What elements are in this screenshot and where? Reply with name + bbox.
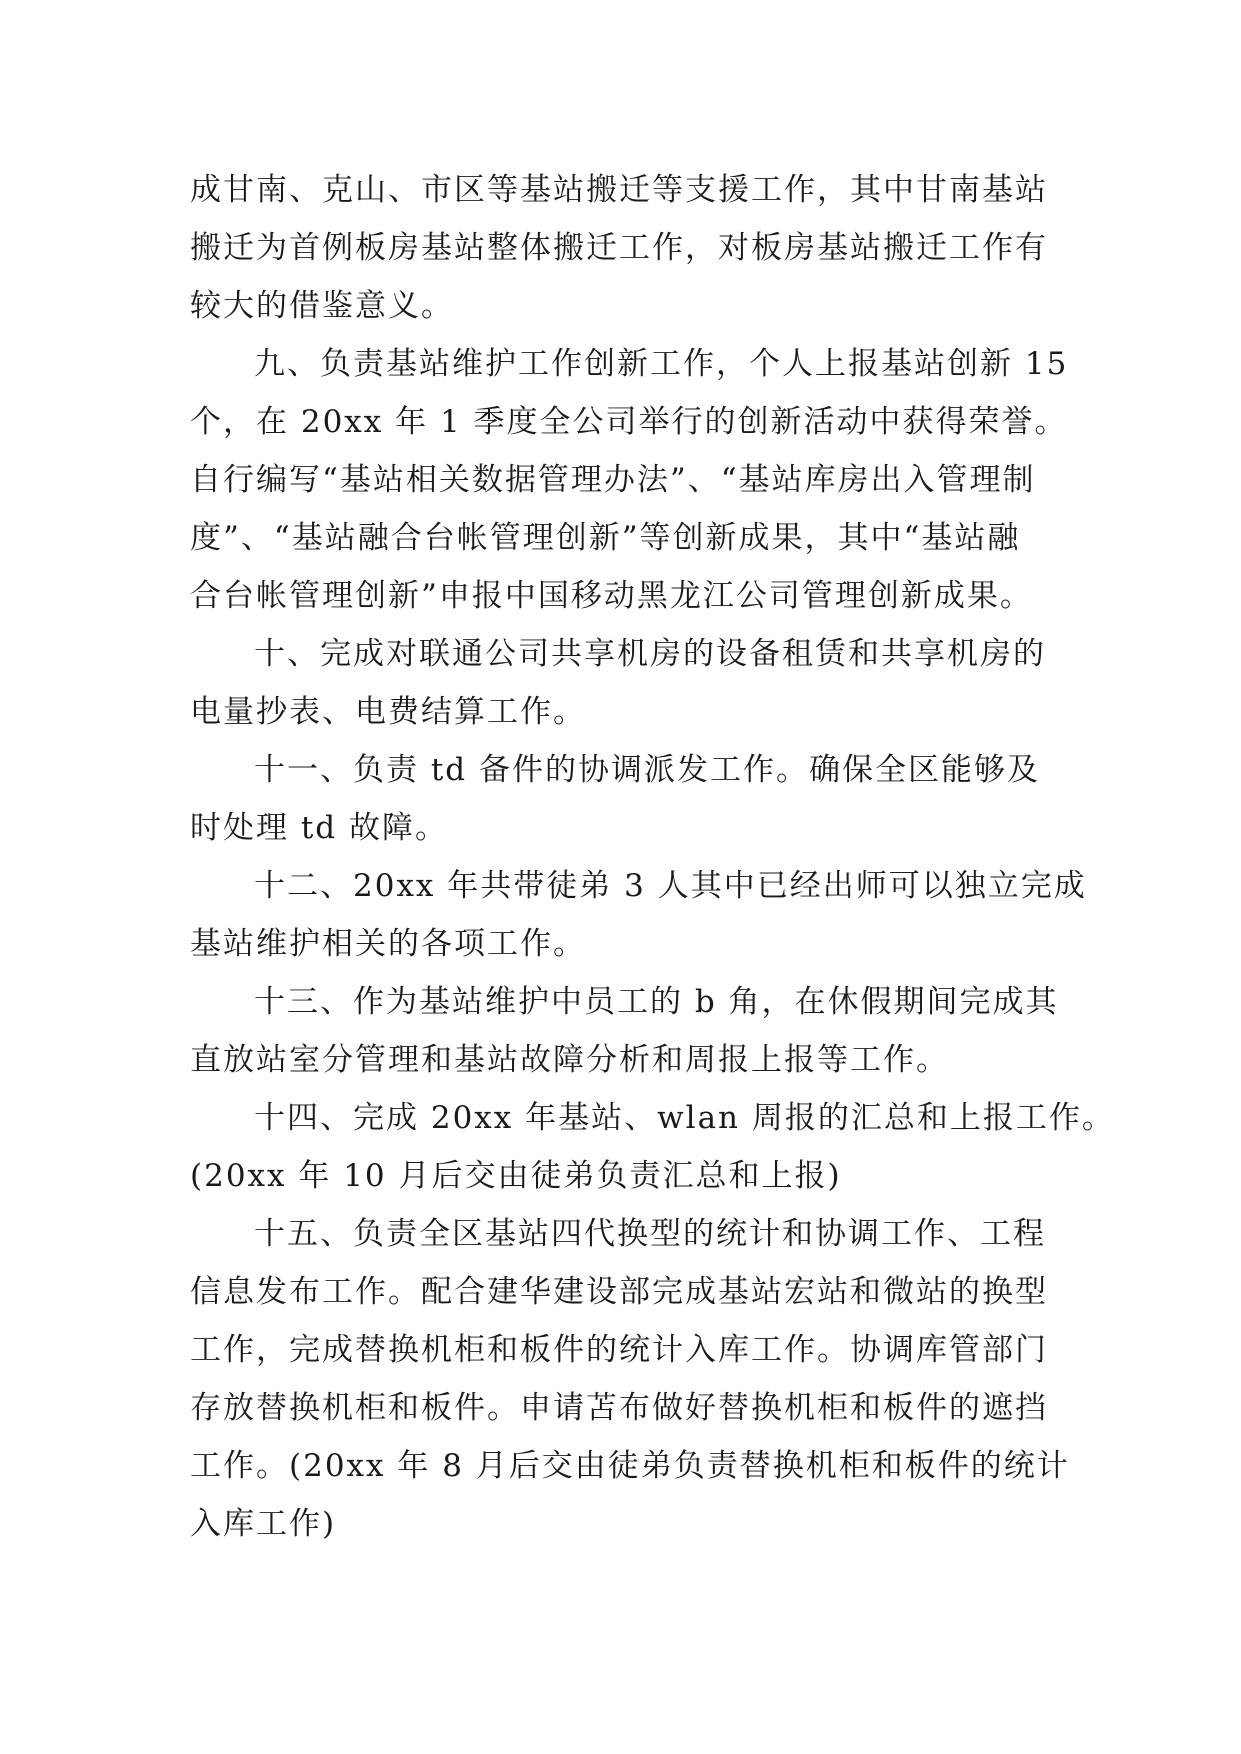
text-line: 存放替换机柜和板件。申请苫布做好替换机柜和板件的遮挡 — [190, 1390, 1048, 1426]
text-line: (20xx 年 10 月后交由徒弟负责汇总和上报) — [190, 1158, 842, 1194]
text-line: 较大的借鉴意义。 — [190, 288, 454, 324]
paragraph-11-start: 十一、负责 td 备件的协调派发工作。确保全区能够及 — [254, 752, 1041, 788]
text-line: 成甘南、克山、市区等基站搬迁等支援工作，其中甘南基站 — [190, 172, 1048, 208]
paragraph-13-start: 十三、作为基站维护中员工的 b 角，在休假期间完成其 — [254, 984, 1059, 1020]
paragraph-9-start: 九、负责基站维护工作创新工作，个人上报基站创新 15 — [254, 346, 1069, 382]
text-line: 时处理 td 故障。 — [190, 810, 449, 846]
text-line: 基站维护相关的各项工作。 — [190, 926, 586, 962]
text-line: 信息发布工作。配合建华建设部完成基站宏站和微站的换型 — [190, 1274, 1048, 1310]
paragraph-14-start: 十四、完成 20xx 年基站、wlan 周报的汇总和上报工作。 — [254, 1100, 1115, 1136]
paragraph-10-start: 十、完成对联通公司共享机房的设备租赁和共享机房的 — [254, 636, 1046, 672]
text-line: 个，在 20xx 年 1 季度全公司举行的创新活动中获得荣誉。 — [190, 404, 1068, 440]
text-line: 自行编写“基站相关数据管理办法”、“基站库房出入管理制 — [190, 462, 1036, 498]
text-line: 度”、“基站融合台帐管理创新”等创新成果，其中“基站融 — [190, 520, 1021, 556]
text-line: 搬迁为首例板房基站整体搬迁工作，对板房基站搬迁工作有 — [190, 230, 1048, 266]
text-line: 工作，完成替换机柜和板件的统计入库工作。协调库管部门 — [190, 1332, 1048, 1368]
text-line: 合台帐管理创新”申报中国移动黑龙江公司管理创新成果。 — [190, 578, 1033, 614]
text-line: 直放站室分管理和基站故障分析和周报上报等工作。 — [190, 1042, 949, 1078]
text-line: 入库工作) — [190, 1506, 337, 1542]
paragraph-12-start: 十二、20xx 年共带徒弟 3 人其中已经出师可以独立完成 — [254, 868, 1087, 904]
paragraph-15-start: 十五、负责全区基站四代换型的统计和协调工作、工程 — [254, 1216, 1046, 1252]
text-line: 工作。(20xx 年 8 月后交由徒弟负责替换机柜和板件的统计 — [190, 1448, 1070, 1484]
text-line: 电量抄表、电费结算工作。 — [190, 694, 586, 730]
